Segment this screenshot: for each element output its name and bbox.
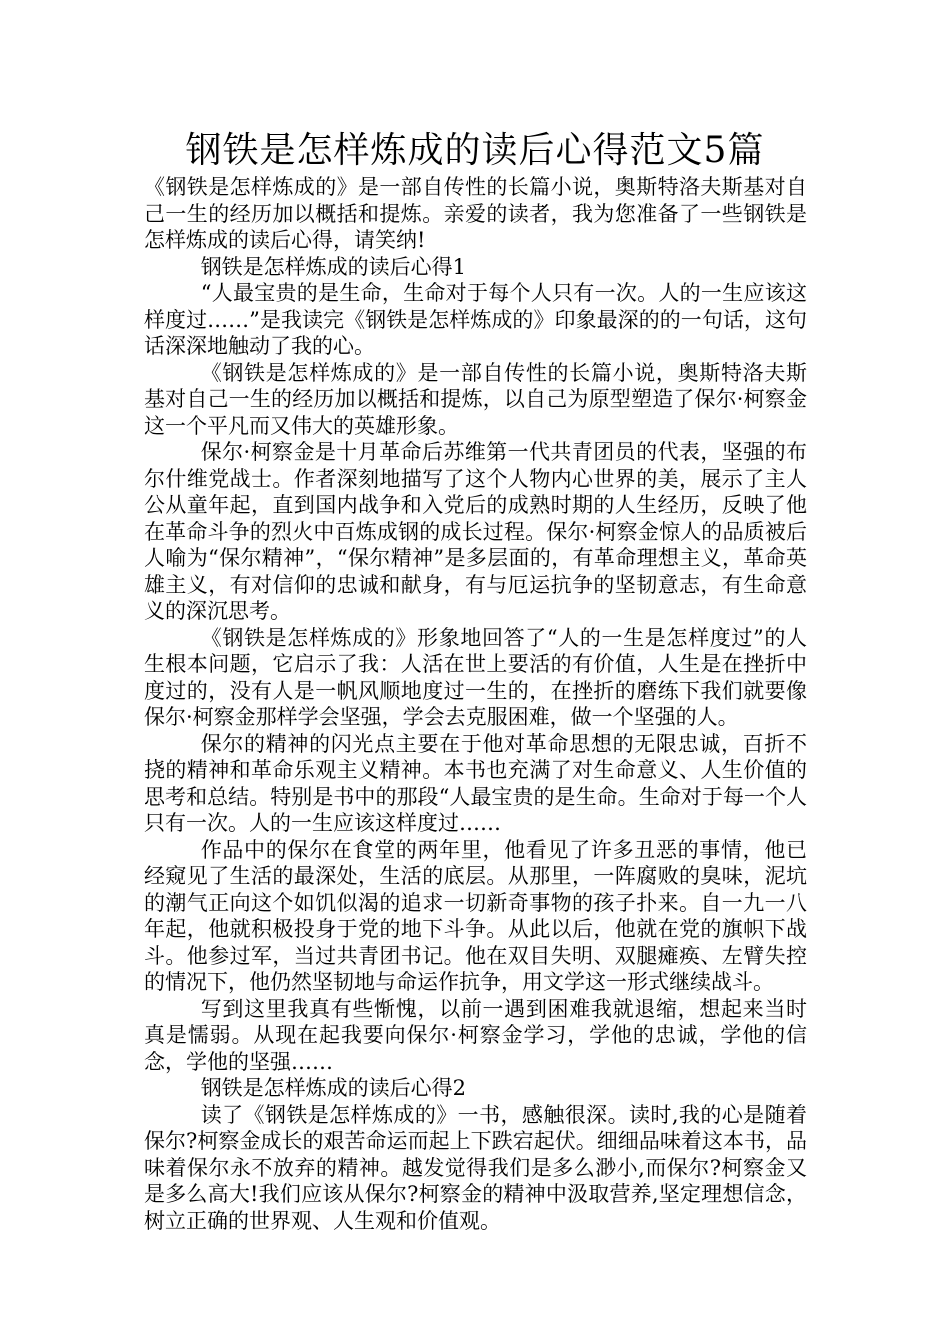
paragraph: 《钢铁是怎样炼成的》形象地回答了“人的一生是怎样度过”的人生根本问题，它启示了我：人活在世上要活的有价值，人生是在挫折中度过的，没有人是一帆风顺地度过一生的，在挫折的磨练下我们就要像保尔·柯察金那样学会坚强，学会去克服困难，做一个坚强的人。 [144,625,807,729]
section-heading-1: 钢铁是怎样炼成的读后心得1 [200,254,467,279]
paragraph: 保尔·柯察金是十月革命后苏维第一代共青团员的代表，坚强的布尔什维党战士。作者深刻地描写了这个人物内心世界的美，展示了主人公从童年起，直到国内战争和入党后的成熟时期的人生经历，反映了他在革命斗争的烈火中百炼成钢的成长过程。保尔·柯察金惊人的品质被后人喻为“保尔精神”，“保尔精神”是多层面的，有革命理想主义，革命英雄主义，有对信仰的忠诚和献身，有与厄运抗争的坚韧意志，有生命意义的深沉思考。 [144,440,807,623]
paragraph: 作品中的保尔在食堂的两年里，他看见了许多丑恶的事情，他已经窥见了生活的最深处，生活的底层。从那里，一阵腐败的臭味，泥坑的潮气正向这个如饥似渴的追求一切新奇事物的孩子扑来。自一九一八年起，他就积极投身于党的地下斗争。从此以后，他就在党的旗帜下战斗。他参过军，当过共青团书记。他在双目失明、双腿瘫痪、左臂失控的情况下，他仍然坚韧地与命运作抗争，用文学这一形式继续战斗。 [144,837,807,994]
document-title: 钢铁是怎样炼成的读后心得范文5篇 [185,130,765,171]
document-body [144,174,807,1234]
section-heading-2: 钢铁是怎样炼成的读后心得2 [200,1076,467,1100]
paragraph: 《钢铁是怎样炼成的》是一部自传性的长篇小说，奥斯特洛夫斯基对自己一生的经历加以概括和提炼，以自己为原型塑造了保尔·柯察金这一个平凡而又伟大的英雄形象。 [144,360,807,438]
paragraph: 写到这里我真有些惭愧，以前一遇到困难我就退缩，想起来当时真是懦弱。从现在起我要向保尔·柯察金学习，学他的忠诚，学他的信念，学他的坚强…… [144,996,807,1074]
intro-paragraph: 《钢铁是怎样炼成的》是一部自传性的长篇小说，奥斯特洛夫斯基对自己一生的经历加以概括和提炼。亲爱的读者，我为您准备了一些钢铁是怎样炼成的读后心得，请笑纳! [144,175,807,252]
paragraph: 读了《钢铁是怎样炼成的》一书，感触很深。读时,我的心是随着保尔?柯察金成长的艰苦命运而起上下跌宕起伏。细细品味着这本书，品味着保尔永不放弃的精神。越发觉得我们是多么渺小,而保尔?柯察金又是多么高大!我们应该从保尔?柯察金的精神中汲取营养,坚定理想信念，树立正确的世界观、人生观和价值观。 [144,1102,807,1233]
paragraph: 保尔的精神的闪光点主要在于他对革命思想的无限忠诚，百折不挠的精神和革命乐观主义精神。本书也充满了对生命意义、人生价值的思考和总结。特别是书中的那段“人最宝贵的是生命。生命对于每一个人只有一次。人的一生应该这样度过…… [144,731,807,835]
paragraph: “人最宝贵的是生命，生命对于每个人只有一次。人的一生应该这样度过……”是我读完《钢铁是怎样炼成的》印象最深的的一句话，这句话深深地触动了我的心。 [144,281,807,358]
